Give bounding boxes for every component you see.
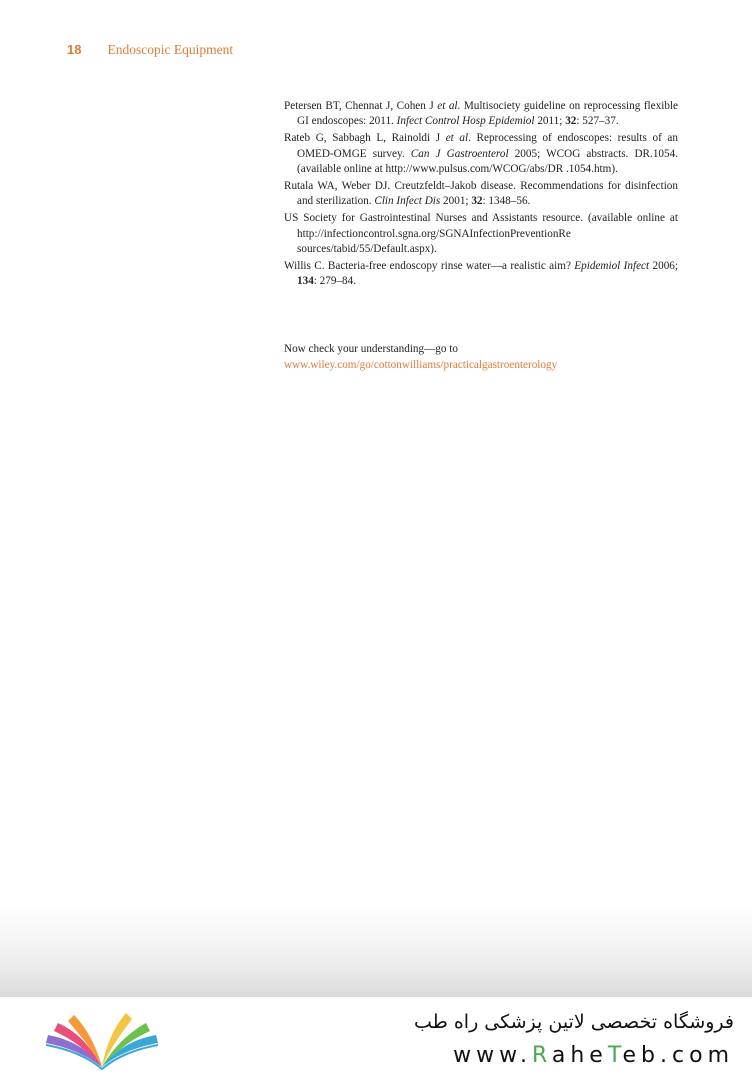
- reference-item: [284, 131, 678, 177]
- reference-text: Infect Control Hosp Epidemiol: [396, 115, 535, 128]
- reference-text: 2011;: [534, 115, 566, 128]
- url-prefix: www.: [453, 1043, 533, 1068]
- url-highlight-r: R: [532, 1043, 552, 1068]
- reference-text: 134: [297, 275, 314, 288]
- reference-text: 32: [565, 115, 577, 128]
- check-link[interactable]: www.wiley.com/go/cottonwilliams/practicalgastroenterology: [284, 358, 558, 371]
- reference-item: [284, 259, 678, 289]
- reference-text: : 527–37.: [576, 115, 619, 128]
- reference-text: . Multisociety guideline on reprocessing flexible GI endoscopes: 2011.: [297, 100, 678, 128]
- reference-text: et al: [445, 132, 469, 145]
- reference-text: . Reprocessing of endoscopes: results of an OMED-OMGE survey.: [297, 132, 678, 160]
- url-highlight-t: T: [607, 1043, 623, 1068]
- page-number: 18: [67, 42, 82, 57]
- page-bottom-shadow: [0, 905, 752, 997]
- url-middle: ahe: [551, 1043, 608, 1068]
- reference-text: : 279–84.: [313, 275, 357, 288]
- reference-text: 2005; WCOG abstracts. DR.1054. (available online at http://www.pulsus.com/WCOG/abs/DR .1054.htm).: [297, 147, 678, 175]
- check-understanding: [284, 342, 704, 373]
- reference-list: [284, 99, 678, 291]
- reference-text: Clin Infect Dis: [374, 195, 441, 208]
- reference-text: et al: [437, 100, 458, 112]
- reference-text: Epidemiol Infect: [574, 260, 650, 273]
- reference-item: [284, 179, 678, 209]
- check-text: Now check your understanding—go to: [284, 343, 458, 355]
- store-url[interactable]: [453, 1043, 734, 1068]
- reference-text: 2001;: [440, 195, 472, 208]
- section-title: Endoscopic Equipment: [107, 42, 234, 57]
- reference-text: Willis C. Bacteria-free endoscopy rinse water—a realistic aim?: [284, 260, 575, 273]
- reference-text: Petersen BT, Chennat J, Cohen J: [284, 100, 438, 112]
- reference-item: [284, 211, 678, 257]
- reference-item: [284, 99, 678, 129]
- open-book-logo-icon: [40, 1009, 165, 1071]
- reference-text: Can J Gastroenterol: [410, 147, 509, 160]
- url-suffix: eb.com: [622, 1043, 734, 1068]
- watermark-footer: [0, 997, 752, 1079]
- reference-text: : 1348–56.: [482, 195, 531, 208]
- reference-text: US Society for Gastrointestinal Nurses and Assistants resource. (available online at http://infectioncontrol.sgna.org/SGNAInfectionPreventionRe sources/tabid/55/Default.aspx).: [284, 212, 678, 255]
- store-name: فروشگاه تخصصی لاتین پزشکی راه طب: [414, 1011, 734, 1033]
- reference-text: 32: [471, 195, 483, 208]
- reference-text: Rutala WA, Weber DJ. Creutzfeldt–Jakob disease. Recommendations for disinfection and sterilization.: [284, 180, 678, 208]
- reference-text: 2006;: [649, 260, 679, 273]
- reference-text: Rateb G, Sabbagh L, Rainoldi J: [284, 132, 446, 145]
- running-header: [67, 42, 233, 58]
